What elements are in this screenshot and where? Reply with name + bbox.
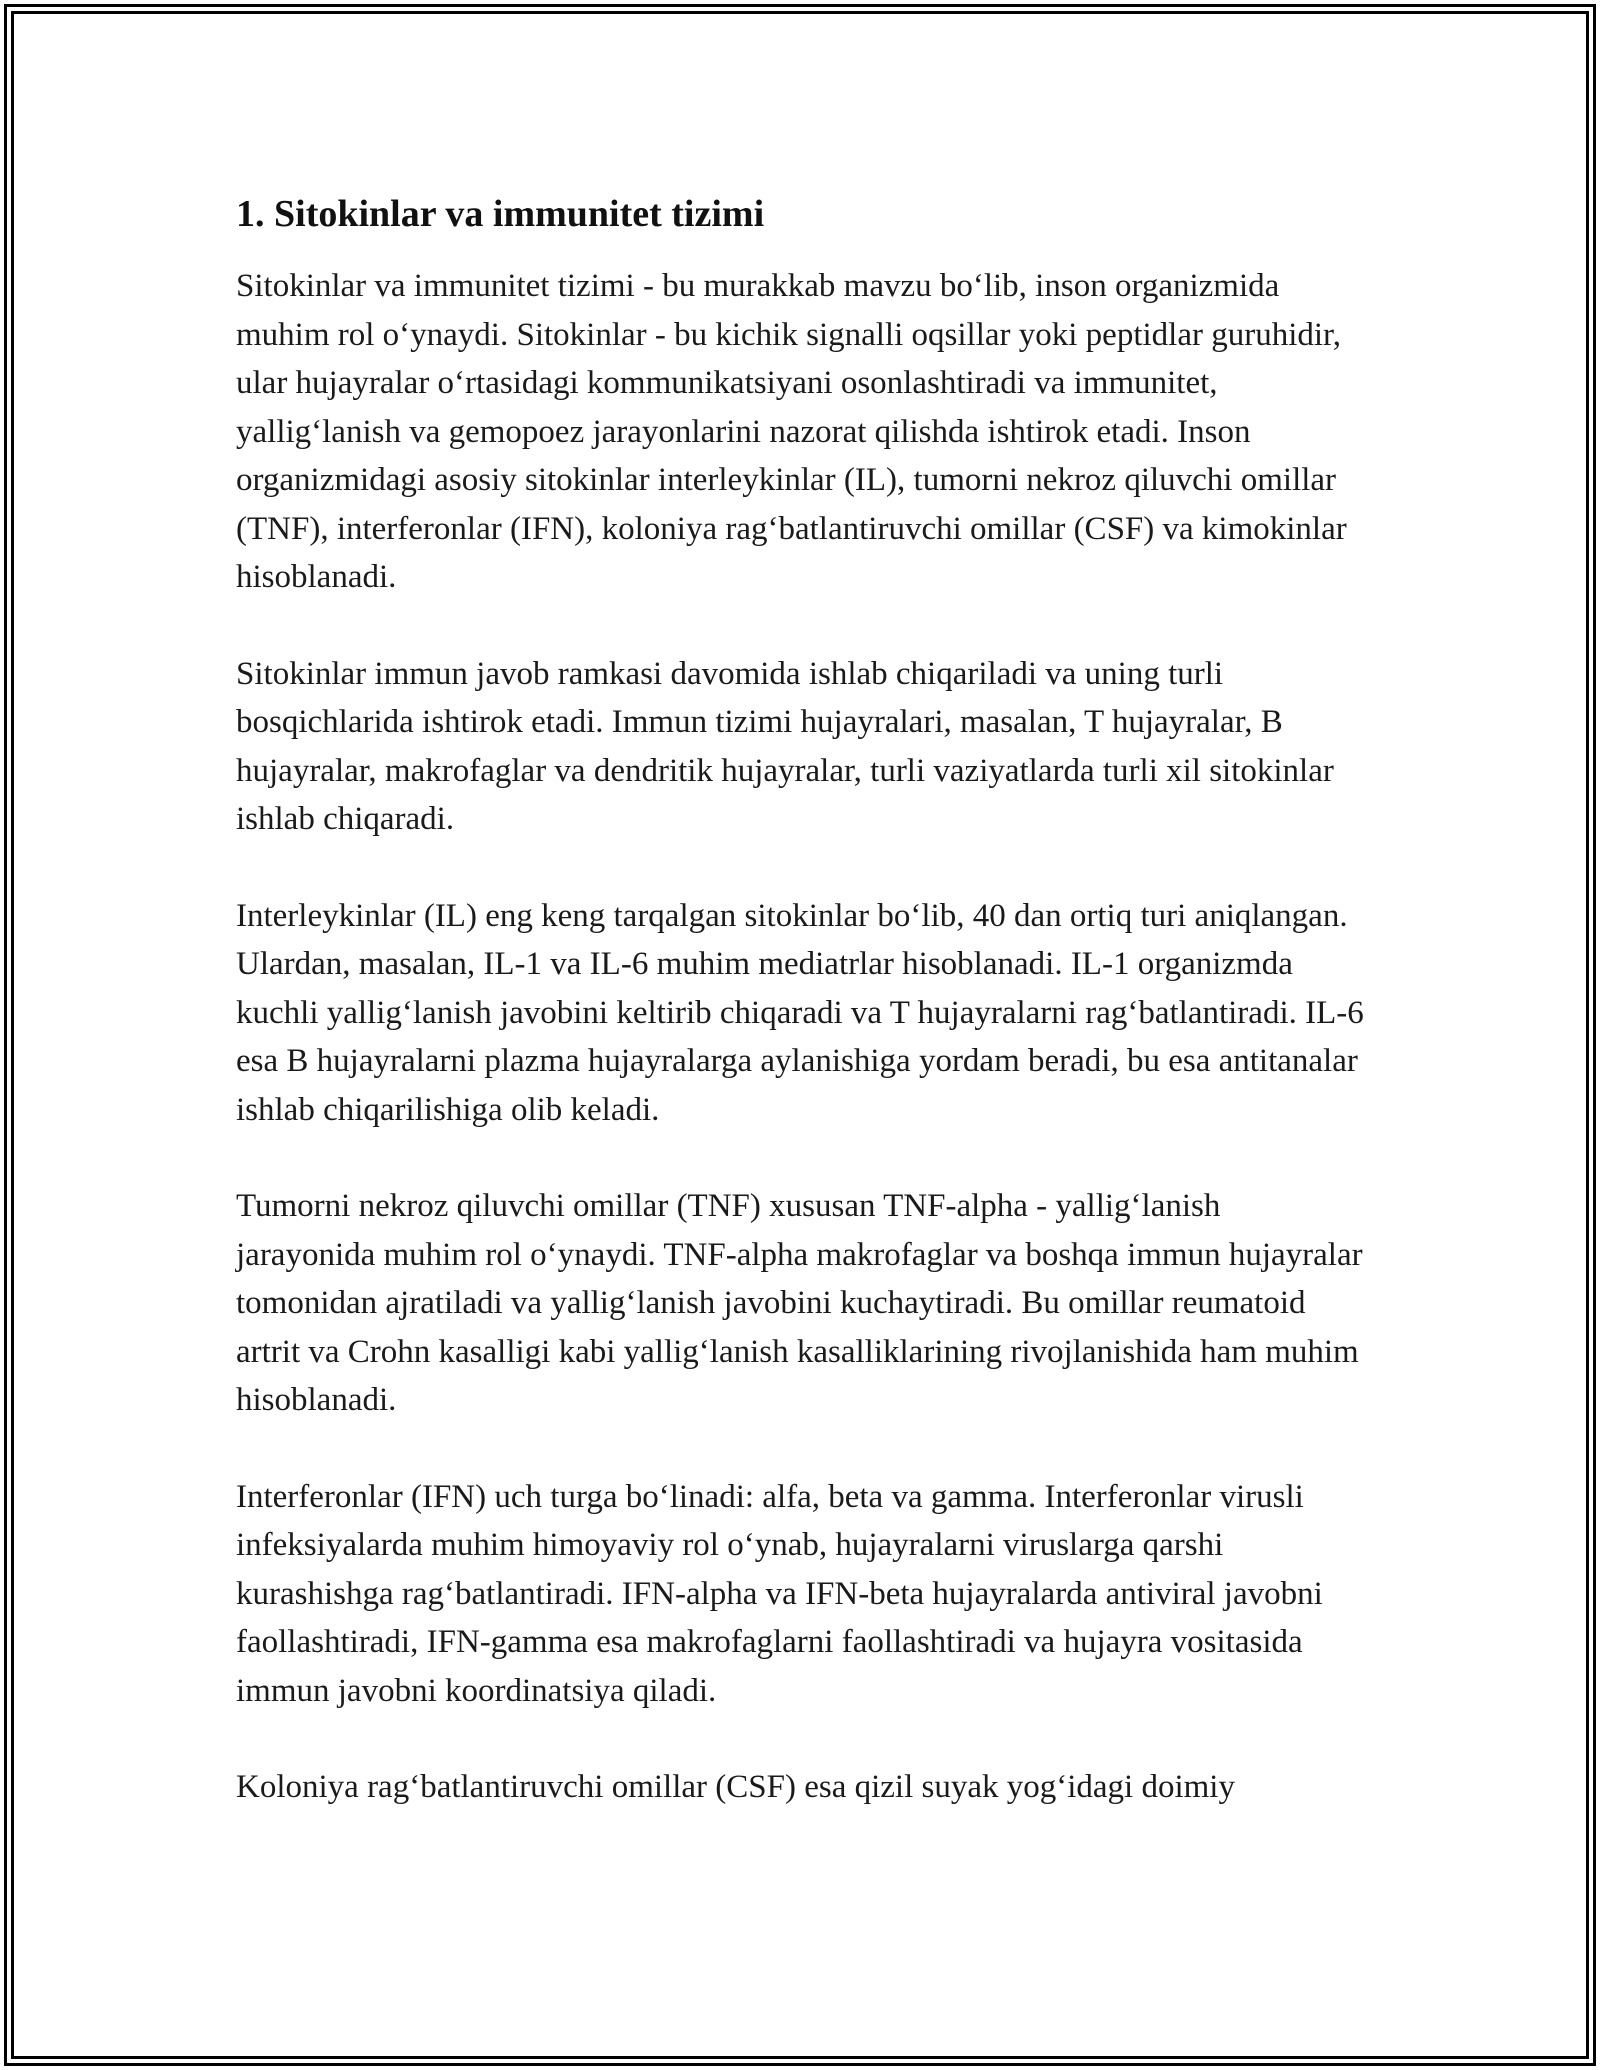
paragraph-tnf: Tumorni nekroz qiluvchi omillar (TNF) xususan TNF-alpha - yallig‘lanish jarayonida muhim rol o‘ynaydi. TNF-alpha makrofaglar va boshqa immun hujayralar tomonidan ajratiladi va yallig‘lanish javobini kuchaytiradi. Bu omillar reumatoid artrit va Crohn kasalligi kabi yallig‘lanish kasalliklarining rivojlanishida ham muhim hisoblanadi.: [236, 1188, 1363, 1418]
paragraph-interleukins: Interleykinlar (IL) eng keng tarqalgan sitokinlar bo‘lib, 40 dan ortiq turi aniqlangan. Ulardan, masalan, IL-1 va IL-6 muhim mediatrlar hisoblanadi. IL-1 organizmda kuchli yallig‘lanish javobini keltirib chiqaradi va T hujayralarni rag‘batlantiradi. IL-6 esa B hujayralarni plazma hujayralarga aylanishiga yordam beradi, bu esa antitanalar ishlab chiqarilishiga olib keladi.: [236, 897, 1364, 1128]
paragraph-intro: Sitokinlar va immunitet tizimi - bu murakkab mavzu bo‘lib, inson organizmida muhim rol o‘ynaydi. Sitokinlar - bu kichik signalli oqsillar yoki peptidlar guruhidir, ular hujayralar o‘rtasidagi kommunikatsiyani osonlashtiradi va immunitet, yallig‘lanish va gemopoez jarayonlarini nazorat qilishda ishtirok etadi. Inson organizmidagi asosiy sitokinlar interleykinlar (IL), tumorni nekroz qiluvchi omillar (TNF), interferonlar (IFN), koloniya rag‘batlantiruvchi omillar (CSF) va kimokinlar hisoblanadi.: [236, 268, 1347, 595]
paragraph-csf: Koloniya rag‘batlantiruvchi omillar (CSF) esa qizil suyak yog‘idagi doimiy: [236, 1769, 1235, 1805]
paragraph-immune-response: Sitokinlar immun javob ramkasi davomida ishlab chiqariladi va uning turli bosqichlarida ishtirok etadi. Immun tizimi hujayralari, masalan, T hujayralar, B hujayralar, makrofaglar va dendritik hujayralar, turli vaziyatlarda turli xil sitokinlar ishlab chiqaradi.: [236, 655, 1334, 837]
paragraph-interferons: Interferonlar (IFN) uch turga bo‘linadi: alfa, beta va gamma. Interferonlar virusli infeksiyalarda muhim himoyaviy rol o‘ynab, hujayralarni viruslarga qarshi kurashishga rag‘batlantiradi. IFN-alpha va IFN-beta hujayralarda antiviral javobni faollashtiradi, IFN-gamma esa makrofaglarni faollashtiradi va hujayra vositasida immun javobni koordinatsiya qiladi.: [236, 1478, 1323, 1709]
document-body: [236, 188, 1366, 1860]
section-heading: 1. Sitokinlar va immunitet tizimi: [236, 193, 765, 235]
